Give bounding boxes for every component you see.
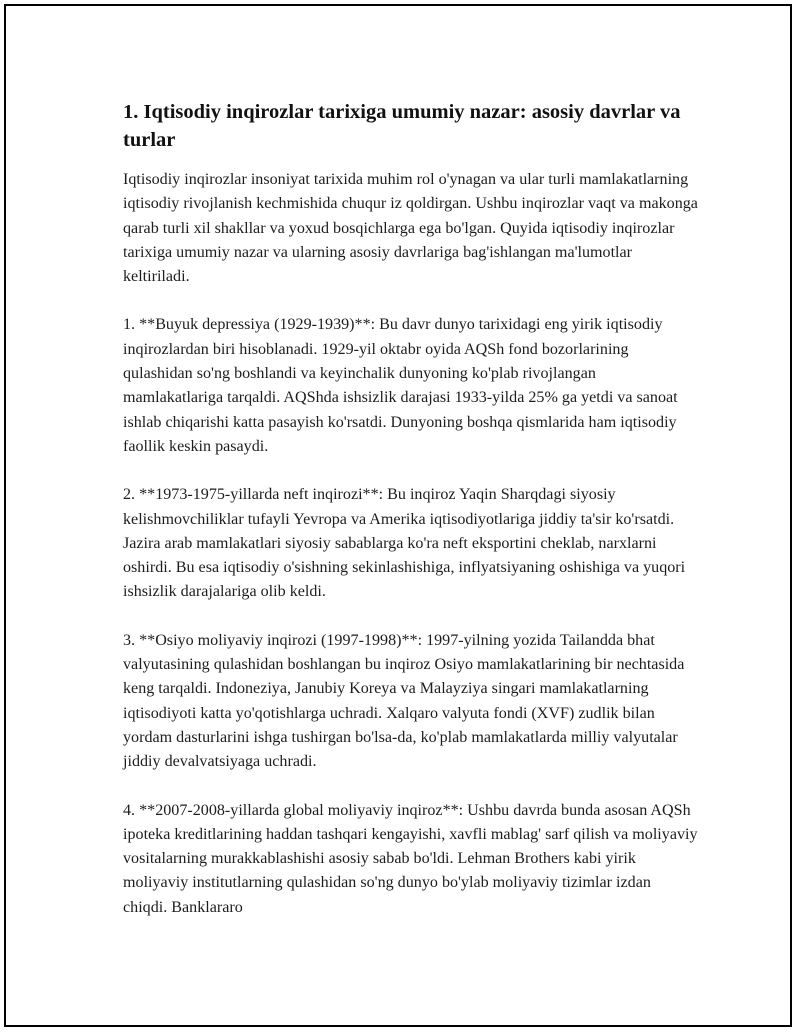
paragraph-oil-crisis: 2. **1973-1975-yillarda neft inqirozi**: Bu inqiroz Yaqin Sharqdagi siyosiy kelishmovchiliklar tufayli Yevropa va Amerika iqtisodiyotlariga jiddiy ta'sir ko'rsatdi. Jazira arab mamlakatlari siyosiy sabablarga ko'ra neft eksportini cheklab, narxlarni oshirdi. Bu esa iqtisodiy o'sishning sekinlashishiga, inflyatsiyaning oshishiga va yuqori ishsizlik darajalariga olib keldi.: [123, 486, 686, 601]
document-title: 1. Iqtisodiy inqirozlar tarixiga umumiy nazar: asosiy davrlar va turlar: [123, 101, 681, 151]
intro-paragraph: Iqtisodiy inqirozlar insoniyat tarixida muhim rol o'ynagan va ular turli mamlakatlarning iqtisodiy rivojlanish kechmishida chuqur iz qoldirgan. Ushbu inqirozlar vaqt va makonga qarab turli xil shakllar va yoxud bosqichlarga ega bo'lgan. Quyida iqtisodiy inqirozlar tarixiga umumiy nazar va ularning asosiy davrlariga bag'ishlangan ma'lumotlar keltiriladi.: [123, 171, 698, 286]
document-body: [123, 98, 698, 944]
paragraph-great-depression: 1. **Buyuk depressiya (1929-1939)**: Bu davr dunyo tarixidagi eng yirik iqtisodiy inqirozlardan biri hisoblanadi. 1929-yil oktabr oyida AQSh fond bozorlarining qulashidan so'ng boshlandi va keyinchalik dunyoning ko'plab rivojlangan mamlakatlariga tarqaldi. AQShda ishsizlik darajasi 1933-yilda 25% ga yetdi va sanoat ishlab chiqarishi katta pasayish ko'rsatdi. Dunyoning boshqa qismlarida ham iqtisodiy faollik keskin pasaydi.: [123, 316, 678, 455]
page-frame: [4, 4, 792, 1027]
paragraph-global-financial-crisis: 4. **2007-2008-yillarda global moliyaviy inqiroz**: Ushbu davrda bunda asosan AQSh ipoteka kreditlarining haddan tashqari kengayishi, xavfli mablag' sarf qilish va moliyaviy vositalarning murakkablashishi asosiy sabab bo'ldi. Lehman Brothers kabi yirik moliyaviy institutlarning qulashidan so'ng dunyo bo'ylab moliyaviy tizimlar izdan chiqdi. Banklararo: [123, 801, 698, 916]
paragraph-asian-financial-crisis: 3. **Osiyo moliyaviy inqirozi (1997-1998)**: 1997-yilning yozida Tailandda bhat valyutasining qulashidan boshlangan bu inqiroz Osiyo mamlakatlarining bir nechtasida keng tarqaldi. Indoneziya, Janubiy Koreya va Malayziya singari mamlakatlarning iqtisodiyoti katta yo'qotishlarga uchradi. Xalqaro valyuta fondi (XVF) zudlik bilan yordam dasturlarini ishga tushirgan bo'lsa-da, ko'plab mamlakatlarda milliy valyutalar jiddiy devalvatsiyaga uchradi.: [123, 631, 685, 771]
